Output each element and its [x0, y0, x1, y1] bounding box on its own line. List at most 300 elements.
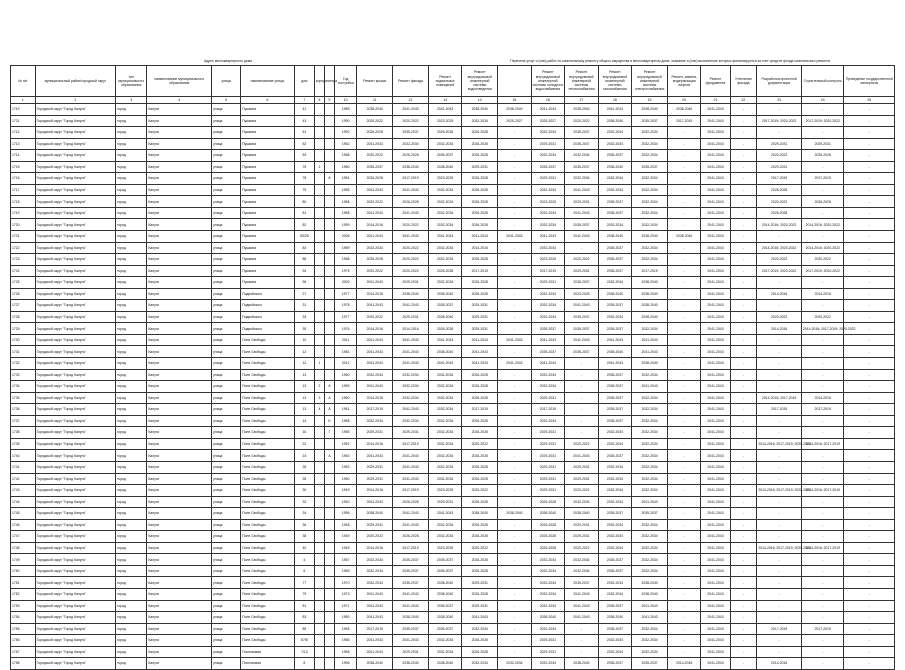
table-cell: - — [667, 485, 701, 497]
table-row — [11, 635, 895, 647]
table-cell: 2035-2037 — [598, 623, 632, 635]
column-number: 4 — [147, 97, 212, 104]
table-cell: - — [844, 531, 895, 543]
table-cell: А — [324, 392, 334, 404]
table-cell: Калуга — [147, 461, 212, 473]
table-cell: 2032-2034 — [632, 219, 668, 231]
table-cell: 2038-2040 — [498, 104, 532, 116]
table-cell: - — [667, 150, 701, 162]
table-cell: 2032-2034 — [632, 542, 668, 554]
table-cell: 1739 — [11, 438, 36, 450]
table-cell: город — [116, 150, 147, 162]
table-row — [11, 508, 895, 520]
table-cell: 2035-2037 — [565, 323, 599, 335]
table-cell: - — [498, 404, 532, 416]
table-cell: 2041-2043 — [565, 184, 599, 196]
table-cell: - — [757, 127, 802, 139]
table-cell: 1727 — [11, 300, 36, 312]
table-cell: 2006 — [335, 231, 357, 243]
table-cell: - — [844, 127, 895, 139]
table-cell: - — [730, 612, 757, 624]
table-row — [11, 588, 895, 600]
table-cell: город — [116, 346, 147, 358]
table-cell: 1968 — [335, 254, 357, 266]
table-cell: 2041-2043 — [701, 542, 730, 554]
table-cell: 2014-2016; 2017-2019; 2020-2022 — [757, 542, 802, 554]
table-cell — [324, 115, 334, 127]
table-cell: 2035-2037 — [428, 554, 462, 566]
table-cell: - — [844, 519, 895, 531]
table-cell: - — [498, 150, 532, 162]
table-cell: улица — [212, 161, 241, 173]
table-cell: 2032-2034 — [462, 115, 498, 127]
table-cell: 1952 — [335, 461, 357, 473]
column-header: Год постройки — [335, 66, 357, 97]
table-cell: 2026-2028 — [393, 496, 429, 508]
table-cell: 2032-2034 — [428, 438, 462, 450]
column-header: Строительный контроль — [802, 66, 844, 97]
table-cell: 81 — [294, 600, 314, 612]
table-cell: 2041-2043 — [357, 612, 393, 624]
table-cell: 2026-2028 — [462, 277, 498, 289]
table-cell: 2032-2034 — [393, 381, 429, 393]
table-cell: 2032-2034 — [531, 288, 565, 300]
table-cell: - — [667, 127, 701, 139]
table-cell: 2026-2028 — [462, 196, 498, 208]
table-row — [11, 300, 895, 312]
table-cell: 1949 — [335, 542, 357, 554]
table-cell: 2017-2019 — [757, 623, 802, 635]
table-cell: 2029-2031 — [531, 473, 565, 485]
table-cell: 2035-2037 — [632, 508, 668, 520]
table-cell: 2041-2043 — [701, 196, 730, 208]
column-header: наименование муниципального образования — [147, 66, 212, 97]
table-cell: 2041-2043 — [462, 346, 498, 358]
table-cell: Поле Свободы — [241, 381, 295, 393]
table-cell: - — [802, 381, 844, 393]
table-cell: 1956 — [335, 508, 357, 520]
table-cell: 2041-2043 — [565, 334, 599, 346]
table-cell: - — [757, 554, 802, 566]
table-cell: - — [730, 161, 757, 173]
table-cell — [314, 104, 324, 116]
table-cell: Калуга — [147, 404, 212, 416]
table-cell: 2032-2034 — [428, 381, 462, 393]
table-cell — [324, 623, 334, 635]
table-cell: 2038-2040 — [667, 104, 701, 116]
table-cell: - — [498, 519, 532, 531]
table-cell: 2032-2034 — [598, 461, 632, 473]
table-cell: 2020-2022 — [757, 196, 802, 208]
table-cell: - — [498, 161, 532, 173]
table-cell: Городской округ "Город Калуга" — [35, 531, 115, 543]
table-row — [11, 369, 895, 381]
table-cell: улица — [212, 485, 241, 497]
table-cell: 1721 — [11, 115, 36, 127]
table-cell: 2041-2043 — [393, 346, 429, 358]
table-cell: 2041-2043 — [701, 265, 730, 277]
table-cell: - — [730, 427, 757, 439]
table-cell: 2017-2019 — [757, 173, 802, 185]
table-cell: 2041-2043 — [701, 577, 730, 589]
table-cell: - — [565, 242, 599, 254]
table-cell: улица — [212, 196, 241, 208]
table-cell: 2029-2031 — [462, 323, 498, 335]
table-cell: 1953 — [335, 450, 357, 462]
table-cell: - — [730, 438, 757, 450]
table-cell: 2026-2028 — [462, 415, 498, 427]
table-cell: - — [757, 600, 802, 612]
table-cell: улица — [212, 588, 241, 600]
table-cell: 2017-2019 — [393, 173, 429, 185]
table-cell: 2014-2016 — [802, 288, 844, 300]
table-cell: - — [667, 588, 701, 600]
table-cell: - — [757, 231, 802, 243]
table-cell — [314, 485, 324, 497]
table-cell: 2038-2040 — [632, 300, 668, 312]
column-header: Ремонт, замена, модернизация лифтов — [667, 66, 701, 97]
table-cell: 2035-2037 — [428, 300, 462, 312]
column-header: дом — [294, 66, 314, 97]
table-cell: город — [116, 485, 147, 497]
table-cell — [314, 635, 324, 647]
table-cell: - — [667, 173, 701, 185]
table-cell: 2017-2019 — [531, 265, 565, 277]
table-cell: Городской округ "Город Калуга" — [35, 311, 115, 323]
table-cell: 2041-2043 — [565, 588, 599, 600]
table-cell — [314, 646, 324, 658]
table-row — [11, 623, 895, 635]
table-cell: - — [802, 184, 844, 196]
table-cell — [314, 519, 324, 531]
table-cell: 2038-2040 — [632, 231, 668, 243]
table-cell: 2032-2034 — [632, 138, 668, 150]
table-cell: 2 — [314, 381, 324, 393]
table-cell: - — [730, 415, 757, 427]
table-cell: город — [116, 323, 147, 335]
table-cell: 2020-2022 — [393, 242, 429, 254]
table-cell: - — [667, 300, 701, 312]
table-cell: улица — [212, 288, 241, 300]
table-cell: 2032-2034 — [531, 242, 565, 254]
table-cell: 2035-2037 — [598, 392, 632, 404]
table-cell: - — [757, 461, 802, 473]
table-cell: 2017-2019 — [632, 265, 668, 277]
table-cell: - — [802, 577, 844, 589]
table-cell: 81 — [294, 207, 314, 219]
table-row — [11, 427, 895, 439]
column-header: Ремонт внутридомовой инженерной системы электроснабжения — [632, 66, 668, 97]
table-cell: 2038-2040 — [393, 161, 429, 173]
table-cell: 2032-2034 — [632, 554, 668, 566]
table-cell: - — [667, 196, 701, 208]
table-cell: 2029-2031 — [462, 600, 498, 612]
table-cell — [314, 577, 324, 589]
table-cell: 2032-2034 — [428, 196, 462, 208]
table-cell: 2041-2043 — [428, 508, 462, 520]
table-cell: - — [844, 231, 895, 243]
table-cell: 1956 — [335, 635, 357, 647]
table-cell: - — [730, 369, 757, 381]
table-cell: 2041-2043 — [565, 207, 599, 219]
table-cell: улица — [212, 612, 241, 624]
table-cell: - — [667, 612, 701, 624]
table-cell — [324, 473, 334, 485]
table-cell: Городской округ "Город Калуга" — [35, 415, 115, 427]
table-cell: 2035-2037 — [632, 115, 668, 127]
table-cell — [324, 588, 334, 600]
table-cell: - — [844, 473, 895, 485]
table-cell: улица — [212, 646, 241, 658]
table-cell: 2020-2022 — [565, 485, 599, 497]
table-cell: 1740 — [11, 450, 36, 462]
column-header: Ремонт фундамента — [701, 66, 730, 97]
table-cell: 1955 — [335, 184, 357, 196]
table-cell: 2032-2034 — [428, 461, 462, 473]
table-cell: 2041-2043 — [701, 554, 730, 566]
table-cell: 2032-2034 — [531, 600, 565, 612]
table-cell: 2035-2037 — [598, 369, 632, 381]
table-cell: город — [116, 508, 147, 520]
table-cell: 2020-2022 — [757, 254, 802, 266]
table-cell: 1718 — [11, 196, 36, 208]
table-cell: улица — [212, 381, 241, 393]
table-cell: 2020-2022 — [565, 438, 599, 450]
table-cell: Калуга — [147, 311, 212, 323]
table-cell: 2038-2040 — [393, 288, 429, 300]
table-cell: 1729 — [11, 323, 36, 335]
table-cell: Калуга — [147, 542, 212, 554]
table-cell: улица — [212, 104, 241, 116]
table-cell: - — [844, 369, 895, 381]
table-cell: 2035-2037 — [598, 381, 632, 393]
table-cell: - — [802, 588, 844, 600]
table-cell: А — [324, 381, 334, 393]
table-cell: 1725 — [11, 277, 36, 289]
table-cell: 1962 — [335, 138, 357, 150]
table-cell: Поле Свободы — [241, 565, 295, 577]
table-cell: 2014-2016 — [357, 392, 393, 404]
column-number: 18 — [598, 97, 632, 104]
table-cell: 2026-2028 — [428, 127, 462, 139]
table-cell — [324, 496, 334, 508]
table-cell: 2041-2043 — [357, 300, 393, 312]
table-cell — [314, 565, 324, 577]
table-cell: - — [844, 138, 895, 150]
table-cell: - — [730, 588, 757, 600]
table-cell: 1757 — [11, 646, 36, 658]
table-cell: 13 — [294, 381, 314, 393]
table-cell: 2041-2043 — [701, 207, 730, 219]
table-caption — [10, 57, 895, 65]
table-cell: 2038-2040 — [632, 588, 668, 600]
table-cell: 1976 — [335, 323, 357, 335]
table-cell — [324, 184, 334, 196]
table-row — [11, 311, 895, 323]
table-cell: 1978 — [335, 300, 357, 312]
table-cell: город — [116, 623, 147, 635]
table-cell: 2041-2043 — [701, 381, 730, 393]
table-cell: Калуга — [147, 127, 212, 139]
table-cell: город — [116, 415, 147, 427]
table-cell — [314, 508, 324, 520]
table-cell: - — [498, 323, 532, 335]
table-cell: - — [498, 635, 532, 647]
table-cell — [314, 658, 324, 670]
table-cell: город — [116, 577, 147, 589]
table-cell: 41 — [294, 104, 314, 116]
table-cell: 2041-2043 — [357, 588, 393, 600]
table-cell: Поле Свободы — [241, 542, 295, 554]
table-cell: - — [667, 184, 701, 196]
table-cell: улица — [212, 554, 241, 566]
table-cell: 2032-2034 — [428, 207, 462, 219]
table-cell: 1717 — [11, 184, 36, 196]
table-cell: 2038-2040 — [565, 104, 599, 116]
table-cell: 2014-2016 — [357, 438, 393, 450]
table-cell: - — [757, 473, 802, 485]
table-cell: 2035-2037 — [428, 150, 462, 162]
column-header: Ремонт внутридомовой инженерной системы газоснабжения — [598, 66, 632, 97]
table-cell: - — [498, 196, 532, 208]
table-cell: город — [116, 300, 147, 312]
column-number: 10 — [335, 97, 357, 104]
table-cell: А — [324, 173, 334, 185]
table-cell: 2032-2034 — [531, 415, 565, 427]
table-cell: Б — [324, 415, 334, 427]
table-cell: Пушкина — [241, 231, 295, 243]
table-cell: улица — [212, 519, 241, 531]
table-cell: - — [757, 635, 802, 647]
table-cell: 2041-2043 — [428, 104, 462, 116]
table-cell: - — [844, 496, 895, 508]
table-cell: Калуга — [147, 577, 212, 589]
column-header: наименование улицы — [241, 66, 295, 97]
table-cell — [314, 415, 324, 427]
table-cell: 1736 — [11, 404, 36, 416]
table-cell: - — [565, 358, 599, 370]
table-cell: Пушкина — [241, 115, 295, 127]
column-number: 12 — [393, 97, 429, 104]
table-cell: 2032-2034 — [632, 427, 668, 439]
table-cell: - — [802, 461, 844, 473]
table-cell: - — [757, 565, 802, 577]
column-number: 22 — [730, 97, 757, 104]
table-cell: 2035-2037 — [565, 277, 599, 289]
column-number: 1 — [11, 97, 36, 104]
table-cell: 2035-2037 — [598, 300, 632, 312]
table-row — [11, 115, 895, 127]
table-row — [11, 496, 895, 508]
table-cell: 2041-2043 — [701, 496, 730, 508]
table-cell: 2029-2031 — [531, 450, 565, 462]
table-cell: 2038-2040 — [632, 311, 668, 323]
table-cell: Городской округ "Город Калуга" — [35, 219, 115, 231]
table-cell — [324, 646, 334, 658]
table-row — [11, 392, 895, 404]
table-cell: 2017-2019 — [802, 404, 844, 416]
table-cell: 2041-2043 — [357, 600, 393, 612]
table-cell: 2023-2025 — [428, 485, 462, 497]
table-cell: Городской округ "Город Калуга" — [35, 323, 115, 335]
table-cell — [324, 542, 334, 554]
table-cell: 2032-2034 — [632, 150, 668, 162]
table-cell: 2029-2031 — [531, 438, 565, 450]
table-cell: - — [730, 127, 757, 139]
table-cell — [324, 104, 334, 116]
table-cell: 2026-2028 — [531, 542, 565, 554]
table-cell: 2041-2043 — [357, 184, 393, 196]
table-cell: Городской округ "Город Калуга" — [35, 658, 115, 670]
table-cell: город — [116, 404, 147, 416]
table-cell: Поле Свободы — [241, 369, 295, 381]
table-cell: 2041-2043 — [701, 288, 730, 300]
table-cell: Калуга — [147, 346, 212, 358]
column-header: № п/п — [11, 66, 36, 97]
table-cell: - — [730, 658, 757, 670]
table-cell: город — [116, 311, 147, 323]
table-cell: 2032-2034 — [632, 242, 668, 254]
table-cell — [324, 554, 334, 566]
table-cell: 2032-2034 — [632, 450, 668, 462]
table-cell: 2035-2037 — [393, 127, 429, 139]
table-cell: - — [667, 358, 701, 370]
table-cell: 1971 — [335, 600, 357, 612]
table-cell: 2026-2028 — [462, 150, 498, 162]
table-cell: Поле Свободы — [241, 358, 295, 370]
table-cell: 2020-2022 — [393, 115, 429, 127]
table-cell: 2032-2034 — [531, 207, 565, 219]
table-cell: 4 — [314, 404, 324, 416]
table-cell: Пушкина — [241, 184, 295, 196]
table-cell: 79 — [294, 184, 314, 196]
table-cell: 2026-2028 — [357, 173, 393, 185]
table-cell: Калуга — [147, 277, 212, 289]
table-cell: город — [116, 588, 147, 600]
column-number: 8 — [314, 97, 324, 104]
table-cell — [314, 334, 324, 346]
table-cell: 1733 — [11, 369, 36, 381]
table-cell: 2041-2043 — [357, 138, 393, 150]
table-cell: улица — [212, 358, 241, 370]
table-cell: - — [730, 450, 757, 462]
table-cell: - — [844, 150, 895, 162]
table-cell: 2041-2043 — [531, 358, 565, 370]
table-cell: Калуга — [147, 508, 212, 520]
table-cell: 1990 — [335, 115, 357, 127]
table-cell: 2032-2034 — [598, 542, 632, 554]
table-cell: 2029-2031 — [531, 485, 565, 497]
table-cell: 1965 — [335, 623, 357, 635]
table-cell: 2017-2019; 2020-2022 — [757, 265, 802, 277]
table-cell: - — [498, 173, 532, 185]
table-cell: 2017-2019; 2020-2022 — [757, 115, 802, 127]
table-cell: - — [802, 207, 844, 219]
table-cell: Калуга — [147, 554, 212, 566]
table-cell: - — [565, 392, 599, 404]
table-cell: Калуга — [147, 242, 212, 254]
table-cell: - — [844, 542, 895, 554]
table-cell: 2041-2043 — [701, 334, 730, 346]
table-cell: - — [757, 531, 802, 543]
table-cell: 2041-2043 — [701, 438, 730, 450]
table-cell: 2041-2043 — [701, 104, 730, 116]
table-cell: 1949 — [335, 485, 357, 497]
table-cell: - — [802, 658, 844, 670]
table-cell: 1952 — [335, 438, 357, 450]
table-cell: 2020-2022 — [757, 311, 802, 323]
table-cell: Калуга — [147, 138, 212, 150]
